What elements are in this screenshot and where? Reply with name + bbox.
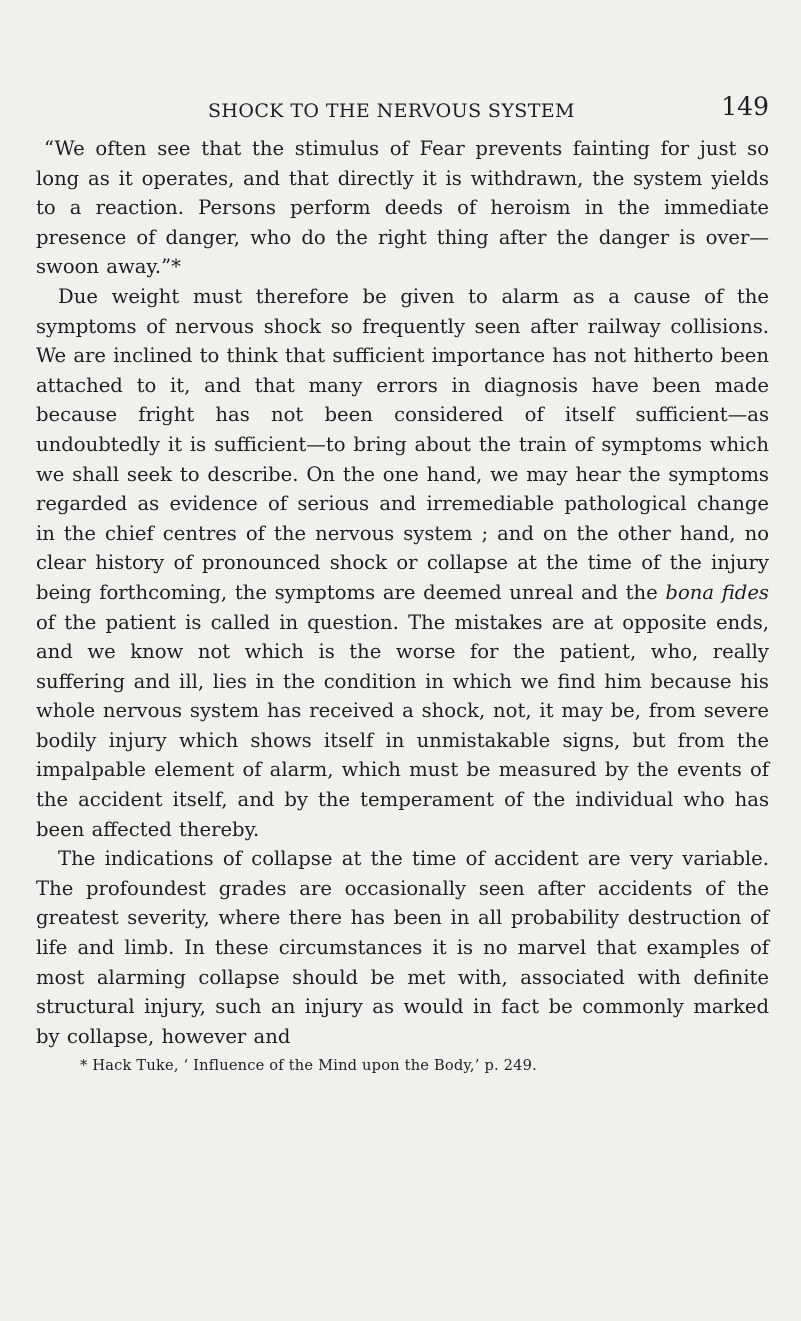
paragraph-text: of the patient is called in question. The mistakes are at opposite ends, and we know not which is the worse for the patient, who, really suffering and ill, lies in the condition in which we find him because his whole nervous system has received a shock, not, it may be, from severe bodily injury which shows itself in unmistakable signs, but from the impalpable element of alarm, which must be measured by the events of the accident itself, and by the temperament of the individual who has been affected thereby.: [36, 610, 769, 841]
paragraph-alarm: [36, 282, 769, 844]
italic-phrase: bona fides: [665, 580, 769, 604]
running-head: SHOCK TO THE NERVOUS SYSTEM: [208, 100, 575, 122]
paragraph-collapse: The indications of collapse at the time of accident are very variable. The profoundest grades are occasionally seen after accidents of the greatest severity, where there has been in all probability destruction of life and limb. In these circumstances it is no marvel that examples of most alarming collapse should be met with, associated with definite structural injury, such an injury as would in fact be commonly marked by collapse, however and: [36, 847, 769, 1048]
page-header: [36, 92, 769, 126]
book-page: [36, 92, 769, 1077]
footnote: * Hack Tuke, ‘ Influence of the Mind upon the Body,’ p. 249.: [80, 1057, 537, 1075]
paragraph-text: Due weight must therefore be given to alarm as a cause of the symptoms of nervous shock so frequently seen after railway collisions. We are inclined to think that sufficient importance has not hitherto been attached to it, and that many errors in diagnosis have been made because fright has not been considered of itself sufficient—as undoubtedly it is sufficient—to bring about the train of symptoms which we shall seek to describe. On the one hand, we may hear the symptoms regarded as evidence of serious and irremediable pathological change in the chief centres of the nervous system ; and on the other hand, no clear history of pronounced shock or collapse at the time of the injury being forthcoming, the symptoms are deemed unreal and the: [36, 284, 769, 604]
body-text: [36, 134, 769, 1051]
page-number: 149: [721, 92, 769, 121]
paragraph-quote: “We often see that the stimulus of Fear prevents fainting for just so long as it operates, and that directly it is withdrawn, the system yields to a reaction. Persons perform deeds of heroism in the immediate presence of danger, who do the right thing after the danger is over—swoon away.”*: [36, 137, 769, 279]
